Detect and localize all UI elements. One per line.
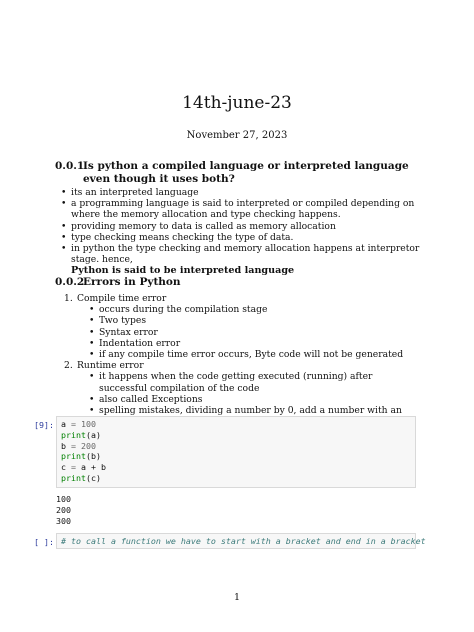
section-number: 0.0.2 — [55, 276, 85, 288]
section-heading-errors — [55, 276, 425, 289]
code-token: = — [66, 440, 81, 451]
list-item-label: Compile time error — [77, 293, 167, 304]
page-number: 1 — [233, 592, 241, 603]
list-item-compile-time-error — [64, 293, 420, 360]
sub-bullet-list — [77, 304, 420, 360]
bold-conclusion: Python is said to be interpreted language — [71, 265, 295, 277]
cell-prompt: [ ]: — [34, 537, 54, 547]
errors-numbered-list — [64, 293, 420, 427]
sub-list-item: • Two types — [87, 315, 420, 326]
output-line: 100 — [56, 494, 71, 504]
code-token: 100 — [81, 419, 96, 429]
list-number: 1. — [64, 293, 73, 304]
code-line — [61, 462, 411, 473]
code-token: a — [81, 462, 86, 473]
sub-list-item: • also called Exceptions — [87, 394, 420, 405]
document-title: 14th-june-23 — [182, 93, 292, 113]
list-item-text: in python the type checking and memory allocation happens at interpretor stage. hence, — [71, 243, 420, 266]
code-token: print — [61, 429, 86, 440]
sub-list-item: • Syntax error — [87, 327, 420, 338]
code-token: (c) — [85, 472, 101, 483]
document-date: November 27, 2023 — [186, 130, 288, 141]
sub-list-item: • Indentation error — [87, 338, 420, 349]
code-cell[interactable] — [56, 416, 416, 488]
output-line: 300 — [56, 516, 71, 527]
code-token: = — [66, 419, 81, 429]
code-token: (a) — [85, 429, 101, 440]
list-item: • providing memory to data is called as memory allocation — [58, 221, 420, 232]
code-line — [61, 473, 411, 484]
section-heading-compiled-or-interpreted — [55, 160, 425, 186]
sub-list-item: • spelling mistakes, dividing a number by 0, add a number with an — [87, 405, 420, 427]
output-line: 200 — [56, 505, 71, 516]
code-token: c — [61, 462, 66, 473]
list-item: • its an interpreted language — [58, 187, 420, 198]
code-line — [61, 430, 411, 441]
sub-list-item: • if any compile time error occurs, Byte code will not be generated — [87, 349, 420, 360]
code-token: = — [66, 462, 81, 473]
code-line — [61, 451, 411, 462]
code-token: (b) — [85, 451, 101, 462]
code-token: 200 — [81, 440, 96, 451]
cell-prompt: [9]: — [34, 420, 54, 430]
code-token: b — [61, 440, 66, 451]
code-line — [61, 441, 411, 452]
interpreted-bullet-list — [58, 187, 420, 277]
section-title: Errors in Python — [83, 276, 181, 288]
list-item: • a programming language is said to interpreted or compiled depending on where the memory allocation and type checking happens. — [58, 198, 420, 220]
code-token: print — [61, 472, 86, 483]
sub-list-item: • occurs during the compilation stage — [87, 304, 420, 315]
code-cell[interactable] — [56, 533, 426, 549]
sub-list-item: • it happens when the code getting executed (running) after successful compilation of the code — [87, 371, 420, 393]
code-line — [61, 419, 411, 430]
code-comment: # to call a function we have to start with a bracket and end in a bracket — [61, 536, 426, 546]
section-number: 0.0.1 — [55, 160, 85, 172]
list-item: • type checking means checking the type of data. — [58, 232, 420, 243]
cell-output — [56, 494, 71, 528]
list-item — [58, 243, 420, 277]
code-token: a — [61, 419, 66, 429]
code-token: print — [61, 451, 86, 462]
list-item-label: Runtime error — [77, 360, 144, 372]
code-token: + b — [86, 462, 106, 473]
list-number: 2. — [64, 360, 73, 372]
section-title: Is python a compiled language or interpreted language even though it uses both? — [83, 160, 409, 185]
